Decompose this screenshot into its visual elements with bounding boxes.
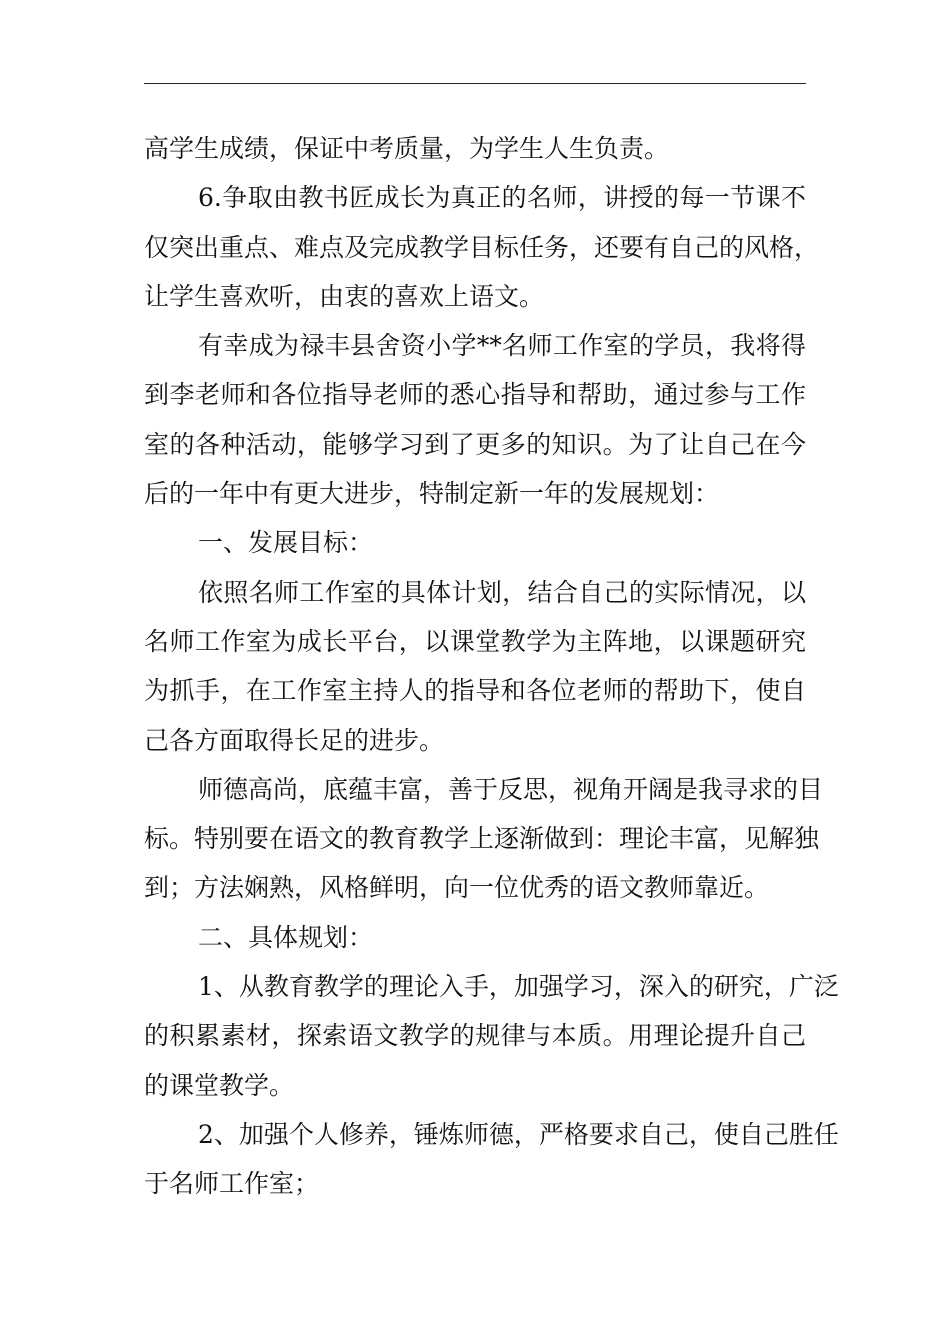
text-line: 己各方面取得长足的进步。 (144, 725, 445, 755)
text-line: 师德高尚，底蕴丰富，善于反思，视角开阔是我寻求的目 (198, 774, 824, 804)
text-line: 于名师工作室； (144, 1169, 320, 1199)
text-line: 2、加强个人修养，锤炼师德，严格要求自己，使自己胜任 (198, 1119, 839, 1149)
text-line: 到李老师和各位指导老师的悉心指导和帮助，通过参与工作 (144, 380, 806, 410)
text-line: 标。特别要在语文的教育教学上逐渐做到：理论丰富，见解独 (144, 824, 820, 854)
text-line: 高学生成绩，保证中考质量，为学生人生负责。 (144, 134, 670, 163)
text-line: 仅突出重点、难点及完成教学目标任务，还要有自己的风格， (144, 232, 820, 262)
text-line: 有幸成为禄丰县舍资小学**名师工作室的学员，我将得 (198, 331, 806, 361)
text-line: 的积累素材，探索语文教学的规律与本质。用理论提升自己 (144, 1021, 806, 1051)
section-heading-plan: 二、具体规划： (198, 922, 374, 952)
header-rule (144, 83, 806, 84)
text-line: 1、从教育教学的理论入手，加强学习，深入的研究，广泛 (198, 972, 839, 1002)
document-body (144, 124, 839, 1209)
text-line: 名师工作室为成长平台，以课堂教学为主阵地，以课题研究 (144, 626, 806, 656)
text-line: 室的各种活动，能够学习到了更多的知识。为了让自己在今 (144, 429, 806, 459)
text-line: 的课堂教学。 (144, 1070, 295, 1100)
text-line: 为抓手，在工作室主持人的指导和各位老师的帮助下，使自 (144, 676, 806, 706)
section-heading-goals: 一、发展目标： (198, 528, 374, 558)
text-line: 让学生喜欢听，由衷的喜欢上语文。 (144, 281, 545, 311)
text-line: 到；方法娴熟，风格鲜明，向一位优秀的语文教师靠近。 (144, 873, 770, 903)
text-line: 依照名师工作室的具体计划，结合自己的实际情况，以 (198, 577, 806, 607)
text-line: 后的一年中有更大进步，特制定新一年的发展规划： (144, 479, 720, 509)
text-line: 6.争取由教书匠成长为真正的名师，讲授的每一节课不 (198, 183, 806, 213)
